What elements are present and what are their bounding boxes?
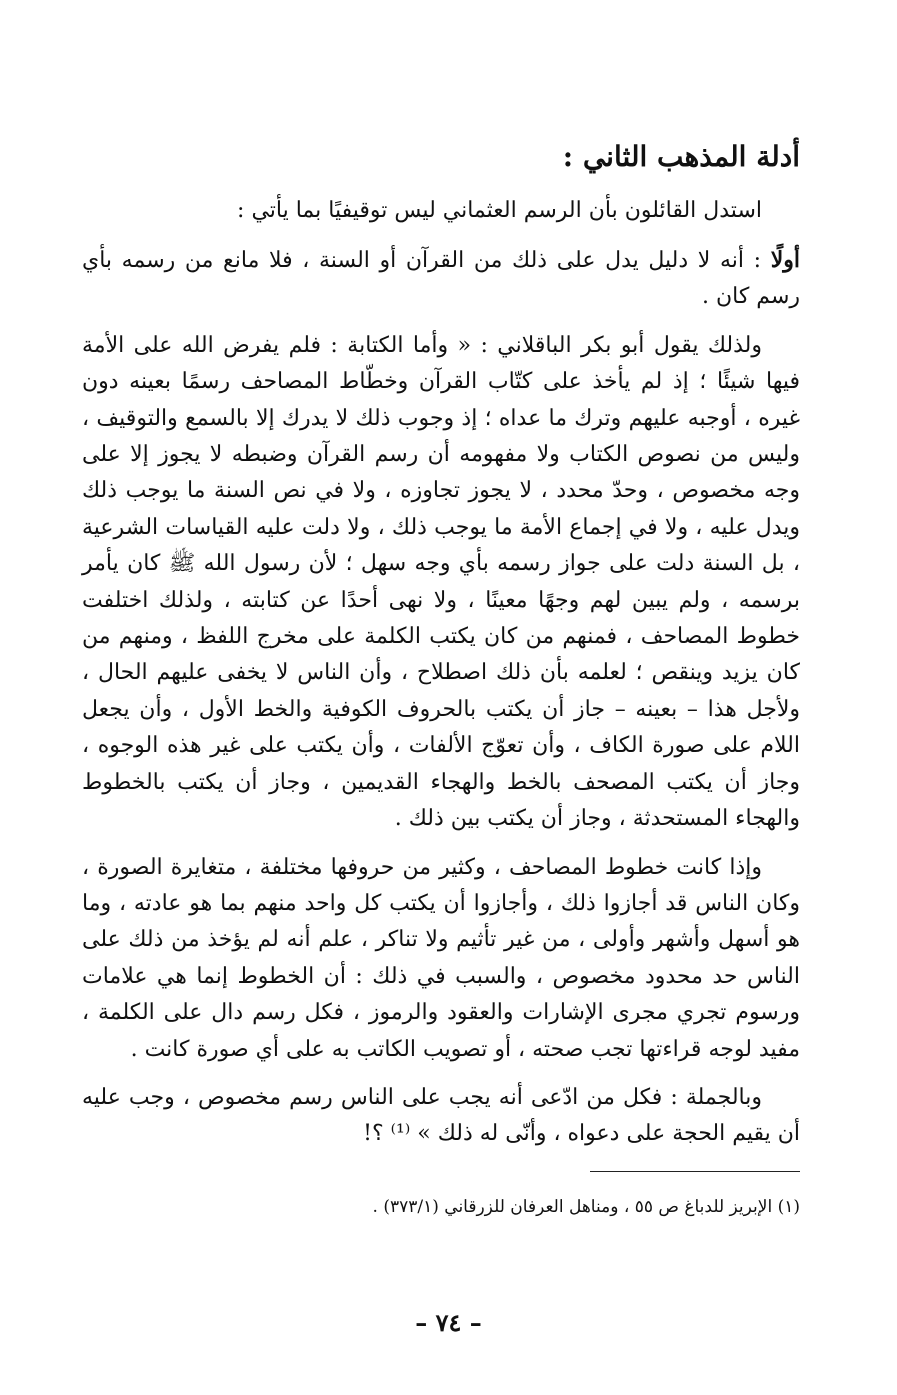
footnote-divider xyxy=(590,1171,800,1172)
section-heading: أدلة المذهب الثاني : xyxy=(562,140,800,173)
footnote: (١) الإبريز للدباغ ص ٥٥ ، ومناهل العرفان للزرقاني (٣٧٣/١) . xyxy=(372,1196,800,1217)
paragraph-first-evidence xyxy=(82,242,800,316)
paragraph-baqillani-quote: ولذلك يقول أبو بكر الباقلاني : « وأما الكتابة : فلم يفرض الله على الأمة فيها شيئًا ؛ إذ لم يأخذ على كتّاب القرآن وخطّاط المصاحف رسمًا بعينه دون غيره ، أوجبه عليهم وترك ما عداه ؛ إذ وجوب ذلك لا يدرك إلا بالسمع والتوقيف ، وليس من نصوص الكتاب ولا مفهومه أن رسم القرآن وضبطه لا يجوز إلا على وجه مخصوص ، وحدّ محدد ، لا يجوز تجاوزه ، ولا في نص السنة ما يوجب ذلك ويدل عليه ، ولا في إجماع الأمة ما يوجب ذلك ، ولا دلت عليه القياسات الشرعية ، بل السنة دلت على جواز رسمه بأي وجه سهل ؛ لأن رسول الله ﷺ كان يأمر برسمه ، ولم يبين لهم وجهًا معينًا ، ولا نهى أحدًا عن كتابته ، ولذلك اختلفت خطوط المصاحف ، فمنهم من كان يكتب الكلمة على مخرج اللفظ ، ومنهم من كان يزيد وينقص ؛ لعلمه بأن ذلك اصطلاح ، وأن الناس لا يخفى عليهم الحال ، ولأجل هذا – بعينه – جاز أن يكتب بالحروف الكوفية والخط الأول ، وأن يجعل اللام على صورة الكاف ، وأن تعوّج الألفات ، وأن يكتب على غير هذه الوجوه ، وجاز أن يكتب المصحف بالخط والهجاء القديمين ، وجاز أن يكتب بالخطوط والهجاء المستحدثة ، وجاز أن يكتب بين ذلك . xyxy=(82,332,801,832)
paragraph-conclusion: وبالجملة : فكل من ادّعى أنه يجب على الناس رسم مخصوص ، وجب عليه أن يقيم الحجة على دعواه ، وأنّى له ذلك » ⁽¹⁾ ؟! xyxy=(82,1084,800,1147)
paragraph-scripts-differ: وإذا كانت خطوط المصاحف ، وكثير من حروفها مختلفة ، متغايرة الصورة ، وكان الناس قد أجازوا ذلك ، وأجازوا أن يكتب كل واحد منهم بما هو عادته ، وما هو أسهل وأشهر وأولى ، من غير تأثيم ولا تناكر ، علم أنه لم يؤخذ من ذلك على الناس حد محدود مخصوص ، والسبب في ذلك : أن الخطوط إنما هي علامات ورسوم تجري مجرى الإشارات والعقود والرموز ، فكل رسم دال على الكلمة ، مفيد لوجه قراءتها تجب صحته ، أو تصويب الكاتب به على أي صورة كانت . xyxy=(82,854,800,1062)
intro-paragraph: استدل القائلون بأن الرسم العثماني ليس توقيفيًا بما يأتي : xyxy=(237,198,762,223)
page-number: – ٧٤ – xyxy=(415,1308,482,1337)
first-evidence-label: أولًا xyxy=(770,247,800,273)
first-evidence-text: : أنه لا دليل يدل على ذلك من القرآن أو السنة ، فلا مانع من رسمه بأي رسم كان . xyxy=(82,248,800,310)
page-body xyxy=(82,130,800,1220)
